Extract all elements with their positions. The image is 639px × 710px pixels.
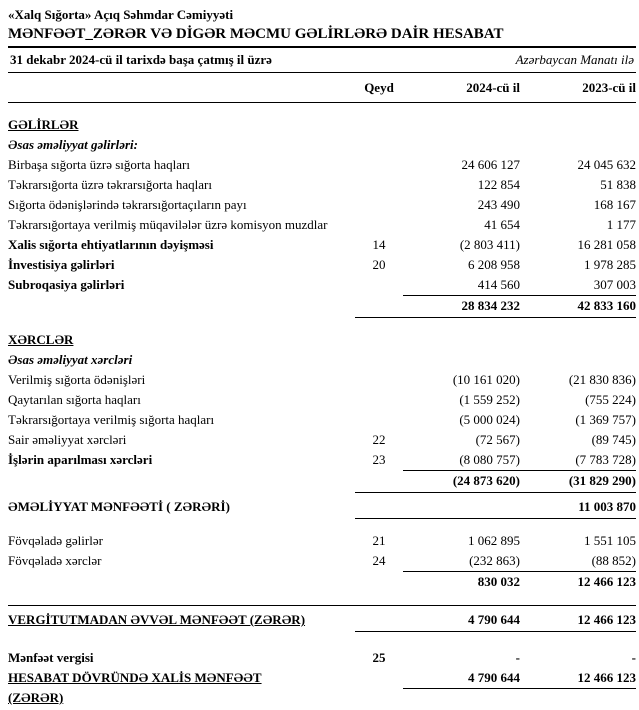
- row-amount-2024: 24 606 127: [461, 157, 520, 172]
- row-amount-2023: (1 369 757): [575, 412, 636, 427]
- row-label: Sair əməliyyat xərcləri: [8, 432, 127, 447]
- row-amount-2024: 243 490: [477, 197, 520, 212]
- row-note: 23: [372, 452, 386, 467]
- subheader-operating-expense-label: Əsas əməliyyat xərcləri: [8, 352, 133, 367]
- row-label: Subroqasiya gəlirləri: [8, 277, 125, 292]
- full-width-rule: [8, 604, 636, 606]
- divider: [355, 491, 636, 493]
- row-expense-total: [8, 470, 636, 491]
- column-header-2024: 2024-cü il: [466, 80, 520, 95]
- expense-total-rule: [8, 491, 636, 493]
- row-direct-premiums: [8, 155, 636, 175]
- row-subrogation-income: [8, 275, 636, 295]
- row-amount-2023: 42 833 160: [520, 295, 636, 316]
- row-note: [355, 155, 403, 175]
- section-expense: [8, 330, 636, 350]
- row-amount-2024: 122 854: [477, 177, 520, 192]
- column-header-row: [8, 73, 636, 103]
- row-note: [355, 497, 403, 517]
- row-amount-2023: 1 551 105: [584, 533, 636, 548]
- row-amount-2023: (755 224): [585, 392, 636, 407]
- row-amount-2023: 16 281 058: [577, 237, 636, 252]
- company-name: «Xalq Sığorta» Açıq Səhmdar Cəmiyyəti: [8, 7, 234, 22]
- operating-profit-rule: [8, 517, 636, 519]
- row-label: HESABAT DÖVRÜNDƏ XALİS MƏNFƏƏT (ZƏRƏR): [8, 670, 262, 705]
- row-amount-2024: 1 062 895: [468, 533, 520, 548]
- row-label: Təkrarsığortaya verilmiş sığorta haqları: [8, 412, 215, 427]
- column-header-spacer: [8, 78, 355, 98]
- row-label: Verilmiş sığorta ödənişləri: [8, 372, 146, 387]
- row-label: İşlərin aparılması xərcləri: [8, 452, 153, 467]
- row-amount-2023: (89 745): [591, 432, 636, 447]
- divider: [355, 517, 636, 519]
- section-income: [8, 115, 636, 135]
- divider: [355, 630, 636, 632]
- document-title: MƏNFƏƏT_ZƏRƏR VƏ DİGƏR MƏCMU GƏLİRLƏRƏ DAİR HESABAT: [8, 24, 636, 48]
- row-amount-2024: [403, 497, 520, 517]
- row-amount-2024: (10 161 020): [452, 372, 520, 387]
- row-amount-2023: 24 045 632: [577, 157, 636, 172]
- pretax-profit-rule: [8, 630, 636, 632]
- divider: [8, 604, 636, 606]
- row-returned-premiums: [8, 390, 636, 410]
- row-note: [355, 370, 403, 390]
- row-label: VERGİTUTMADAN ƏVVƏL MƏNFƏƏT (ZƏRƏR): [8, 612, 306, 627]
- meta-row: [8, 48, 636, 73]
- row-amount-2023: 307 003: [593, 277, 636, 292]
- row-amount-2023: 168 167: [593, 197, 636, 212]
- section-income-title: GƏLİRLƏR: [8, 117, 79, 132]
- row-amount-2023: -: [631, 650, 636, 665]
- row-operating-profit: [8, 497, 636, 517]
- period-label: 31 dekabr 2024-cü il tarixdə başa çatmış il üzrə: [10, 52, 272, 67]
- row-label: ƏMƏLİYYAT MƏNFƏƏTİ ( ZƏRƏRİ): [8, 499, 230, 514]
- row-amount-2023: 1 978 285: [584, 257, 636, 272]
- row-amount-2024: -: [515, 650, 520, 665]
- row-note: [355, 390, 403, 410]
- currency-note: Azərbaycan Manatı ilə: [515, 52, 634, 67]
- row-amount-2024: (232 863): [469, 553, 520, 568]
- row-amount-2023: (7 783 728): [575, 452, 636, 467]
- row-note: 21: [372, 533, 386, 548]
- row-other-operating-expenses: [8, 430, 636, 450]
- row-label: Sığorta ödənişlərində təkrarsığortaçıların payı: [8, 197, 247, 212]
- row-ceded-premiums: [8, 410, 636, 430]
- row-note: [355, 668, 403, 708]
- row-label: Xalis sığorta ehtiyatlarının dəyişməsi: [8, 237, 214, 252]
- row-note: 25: [372, 650, 386, 665]
- section-expense-title: XƏRCLƏR: [8, 332, 74, 347]
- subheader-operating-income-label: Əsas əməliyyat gəlirləri:: [8, 137, 138, 152]
- row-commission-income: [8, 215, 636, 235]
- row-note: 22: [372, 432, 386, 447]
- row-amount-2024: (5 000 024): [459, 412, 520, 427]
- row-claims-paid: [8, 370, 636, 390]
- row-note: [355, 610, 403, 630]
- row-income-total: [8, 295, 636, 316]
- column-header-note: Qeyd: [364, 80, 394, 95]
- row-label: Birbaşa sığorta üzrə sığorta haqları: [8, 157, 190, 172]
- row-extraordinary-income: [8, 531, 636, 551]
- row-amount-2023: 1 177: [606, 217, 636, 232]
- row-amount-2024: 28 834 232: [403, 295, 520, 316]
- row-amount-2023: 12 466 123: [577, 612, 636, 627]
- row-note: [355, 215, 403, 235]
- row-note: 24: [372, 553, 386, 568]
- row-amount-2024: (72 567): [475, 432, 520, 447]
- row-profit-tax: [8, 648, 636, 668]
- row-investment-income: [8, 255, 636, 275]
- row-pretax-profit: [8, 610, 636, 630]
- row-pretax-subtotal: [8, 571, 636, 592]
- row-amount-2024: (1 559 252): [459, 392, 520, 407]
- row-note: [355, 195, 403, 215]
- row-amount-2023: 12 466 123: [520, 668, 636, 689]
- row-amount-2024: (24 873 620): [403, 470, 520, 491]
- row-amount-2024: (2 803 411): [459, 237, 520, 252]
- row-note: [355, 410, 403, 430]
- row-label: İnvestisiya gəlirləri: [8, 257, 115, 272]
- row-net-profit: [8, 668, 636, 708]
- row-amount-2023: 51 838: [600, 177, 636, 192]
- row-note: 14: [372, 237, 386, 252]
- row-label: Fövqəladə xərclər: [8, 553, 102, 568]
- row-label: Mənfəət vergisi: [8, 650, 94, 665]
- row-amount-2023: 12 466 123: [520, 571, 636, 592]
- row-amount-2024: 4 790 644: [468, 612, 520, 627]
- subheader-operating-income: [8, 135, 636, 155]
- row-amount-2023: (88 852): [591, 553, 636, 568]
- row-reinsurers-share: [8, 195, 636, 215]
- row-amount-2024: 830 032: [403, 571, 520, 592]
- row-label: Təkrarsığortaya verilmiş müqavilələr üzrə komisyon muzdlar: [8, 217, 328, 232]
- row-amount-2024: (8 080 757): [459, 452, 520, 467]
- divider: [355, 316, 636, 318]
- row-reinsurance-premiums: [8, 175, 636, 195]
- row-amount-2024: 41 654: [484, 217, 520, 232]
- row-amount-2024: 6 208 958: [468, 257, 520, 272]
- row-administration-expenses: [8, 450, 636, 470]
- row-amount-2024: 4 790 644: [403, 668, 520, 689]
- row-amount-2023: (21 830 836): [568, 372, 636, 387]
- income-total-rule: [8, 316, 636, 318]
- row-note: [355, 175, 403, 195]
- row-label: Qaytarılan sığorta haqları: [8, 392, 141, 407]
- subheader-operating-expense: [8, 350, 636, 370]
- row-amount-2024: 414 560: [477, 277, 520, 292]
- row-amount-2023: 11 003 870: [578, 499, 636, 514]
- row-label: Təkrarsığorta üzrə təkrarsığorta haqları: [8, 177, 212, 192]
- row-note: [355, 275, 403, 295]
- row-extraordinary-expense: [8, 551, 636, 571]
- row-amount-2023: (31 829 290): [520, 470, 636, 491]
- row-note: 20: [372, 257, 386, 272]
- row-label: Fövqəladə gəlirlər: [8, 533, 103, 548]
- column-header-2023: 2023-cü il: [582, 80, 636, 95]
- row-net-reserves-change: [8, 235, 636, 255]
